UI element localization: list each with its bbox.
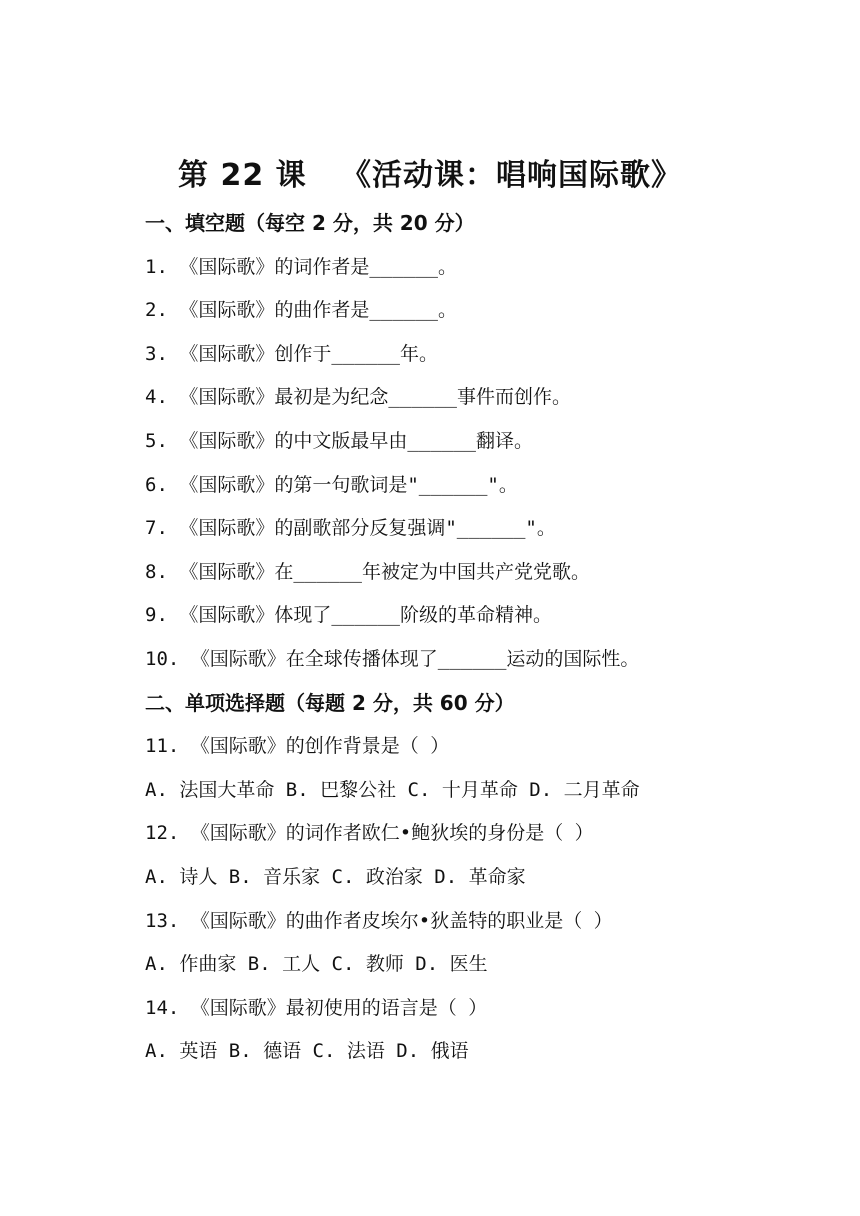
fill-blank-question-7: 7. 《国际歌》的副歌部分反复强调"______"。 — [145, 517, 556, 540]
fill-blank-question-1: 1. 《国际歌》的词作者是______。 — [145, 255, 457, 278]
choice-question-14-stem: 14. 《国际歌》最初使用的语言是（ ） — [145, 996, 488, 1019]
choice-question-11-options: A. 法国大革命 B. 巴黎公社 C. 十月革命 D. 二月革命 — [145, 778, 640, 801]
choice-question-11-stem: 11. 《国际歌》的创作背景是（ ） — [145, 735, 450, 758]
fill-blank-question-4: 4. 《国际歌》最初是为纪念______事件而创作。 — [145, 386, 571, 409]
choice-question-13-options: A. 作曲家 B. 工人 C. 教师 D. 医生 — [145, 953, 488, 976]
section-heading-fill-blank: 一、填空题（每空 2 分，共 20 分） — [145, 211, 475, 235]
choice-question-12-options: A. 诗人 B. 音乐家 C. 政治家 D. 革命家 — [145, 865, 526, 888]
choice-question-12-stem: 12. 《国际歌》的词作者欧仁•鲍狄埃的身份是（ ） — [145, 822, 594, 845]
choice-question-14-options: A. 英语 B. 德语 C. 法语 D. 俄语 — [145, 1040, 469, 1063]
fill-blank-question-8: 8. 《国际歌》在______年被定为中国共产党党歌。 — [145, 560, 590, 583]
fill-blank-question-10: 10. 《国际歌》在全球传播体现了______运动的国际性。 — [145, 647, 640, 670]
fill-blank-question-2: 2. 《国际歌》的曲作者是______。 — [145, 299, 457, 322]
choice-question-13-stem: 13. 《国际歌》的曲作者皮埃尔•狄盖特的职业是（ ） — [145, 909, 613, 932]
fill-blank-question-6: 6. 《国际歌》的第一句歌词是"______"。 — [145, 473, 518, 496]
section-heading-multiple-choice: 二、单项选择题（每题 2 分，共 60 分） — [145, 690, 515, 715]
fill-blank-question-5: 5. 《国际歌》的中文版最早由______翻译。 — [145, 429, 533, 452]
page-title: 第 22 课 《活动课：唱响国际歌》 — [178, 158, 682, 193]
fill-blank-question-3: 3. 《国际歌》创作于______年。 — [145, 342, 438, 365]
fill-blank-question-9: 9. 《国际歌》体现了______阶级的革命精神。 — [145, 604, 552, 627]
worksheet-content — [145, 202, 845, 1074]
